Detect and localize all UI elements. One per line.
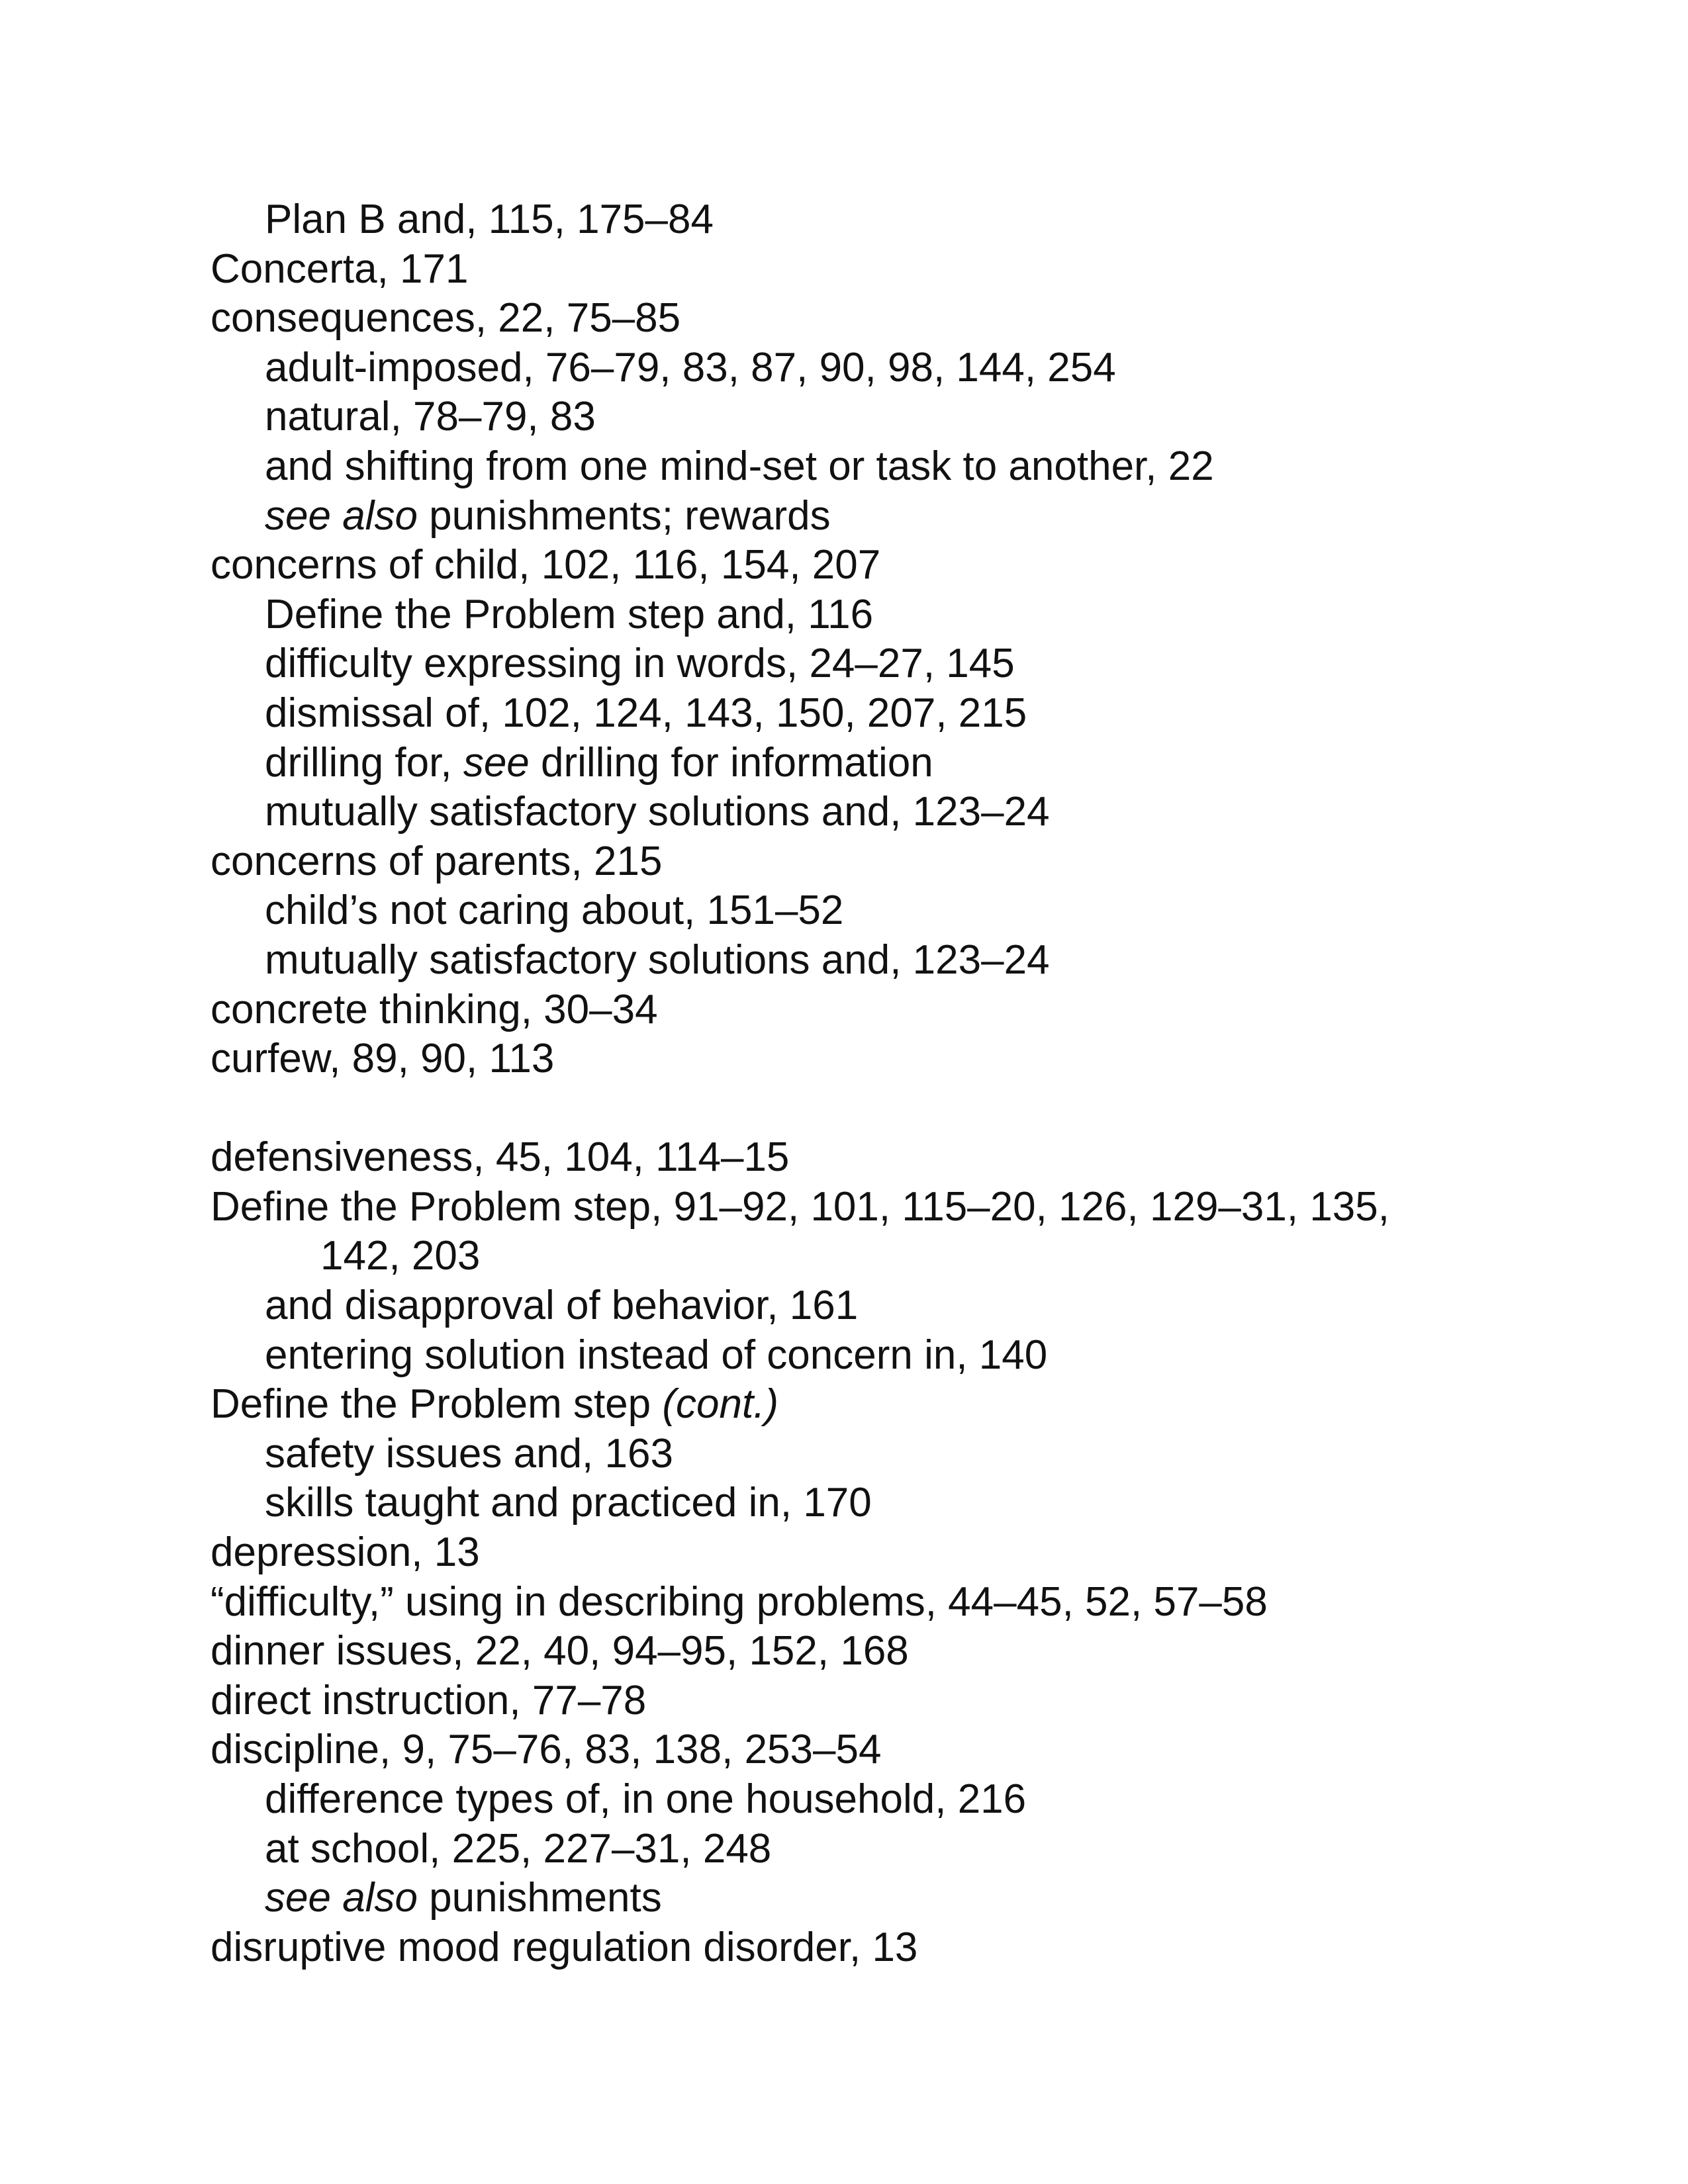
entry-text: safety issues and, 163 xyxy=(265,1430,673,1477)
entry-text: difficulty expressing in words, 24–27, 145 xyxy=(265,641,1015,687)
index-entry xyxy=(211,837,1534,887)
entry-text: drilling for, xyxy=(265,739,463,786)
index-entry xyxy=(211,985,1534,1035)
italic-text: (cont.) xyxy=(662,1381,779,1428)
index-subentry xyxy=(211,788,1534,837)
index-entry xyxy=(211,245,1534,295)
index-subentry xyxy=(211,195,1534,245)
index-subentry xyxy=(211,1825,1534,1874)
index-entry xyxy=(211,1627,1534,1676)
entry-text: dinner issues, 22, 40, 94–95, 152, 168 xyxy=(211,1628,909,1674)
entry-text: natural, 78–79, 83 xyxy=(265,394,596,440)
entry-text: Define the Problem step, 91–92, 101, 115–20, 126, 129–31, 135, xyxy=(211,1183,1389,1230)
index-subentry xyxy=(211,739,1534,788)
index-subentry xyxy=(211,590,1534,640)
entry-text: entering solution instead of concern in, 140 xyxy=(265,1332,1048,1378)
index-subentry xyxy=(211,689,1534,739)
entry-text: Define the Problem step xyxy=(211,1381,663,1428)
entry-text: 142, 203 xyxy=(320,1233,481,1279)
index-entry xyxy=(211,1183,1534,1232)
entry-text: mutually satisfactory solutions and, 123–24 xyxy=(265,789,1050,835)
entry-text: curfew, 89, 90, 113 xyxy=(211,1036,555,1082)
index-subentry xyxy=(211,492,1534,541)
index-entry xyxy=(211,541,1534,590)
index-subentry xyxy=(211,343,1534,393)
index-subentry xyxy=(211,1775,1534,1825)
index-subentry xyxy=(211,1479,1534,1528)
entry-text: defensiveness, 45, 104, 114–15 xyxy=(211,1134,790,1181)
index-subentry xyxy=(211,1430,1534,1479)
entry-text: Define the Problem step and, 116 xyxy=(265,591,874,637)
entry-text: punishments xyxy=(417,1875,662,1921)
italic-text: see also xyxy=(265,492,418,539)
entry-text: difference types of, in one household, 216 xyxy=(265,1776,1027,1822)
index-subentry xyxy=(211,442,1534,492)
index-entry xyxy=(211,1380,1534,1430)
entry-text: concerns of child, 102, 116, 154, 207 xyxy=(211,542,881,588)
index-entry xyxy=(211,294,1534,343)
index-subentry xyxy=(211,392,1534,442)
entry-text: adult-imposed, 76–79, 83, 87, 90, 98, 144, 254 xyxy=(265,344,1116,390)
entry-text: consequences, 22, 75–85 xyxy=(211,295,681,341)
entry-text: and disapproval of behavior, 161 xyxy=(265,1283,859,1329)
italic-text: see xyxy=(463,739,530,786)
entry-text: discipline, 9, 75–76, 83, 138, 253–54 xyxy=(211,1727,882,1773)
entry-text: concerns of parents, 215 xyxy=(211,838,663,884)
entry-text: Plan B and, 115, 175–84 xyxy=(265,197,714,242)
entry-text: depression, 13 xyxy=(211,1529,480,1576)
entry-text: punishments; rewards xyxy=(417,492,831,539)
index-subentry xyxy=(211,1331,1534,1381)
entry-text: concrete thinking, 30–34 xyxy=(211,986,658,1032)
italic-text: see also xyxy=(265,1875,418,1921)
entry-text: Concerta, 171 xyxy=(211,246,469,292)
entry-text: skills taught and practiced in, 170 xyxy=(265,1480,872,1526)
index-entry xyxy=(211,1923,1534,1973)
index-entry xyxy=(211,1578,1534,1627)
entry-text: and shifting from one mind-set or task to another, 22 xyxy=(265,443,1214,489)
entry-text: drilling for information xyxy=(529,739,933,786)
index-subentry xyxy=(211,936,1534,985)
index-subentry xyxy=(211,1232,1534,1281)
index-entry xyxy=(211,1676,1534,1726)
index-entry xyxy=(211,1725,1534,1775)
index-entry xyxy=(211,1034,1534,1084)
index-subentry xyxy=(211,1874,1534,1923)
index-entry xyxy=(211,1133,1534,1183)
entry-text: at school, 225, 227–31, 248 xyxy=(265,1825,772,1872)
entry-text: “difficulty,” using in describing problems, 44–45, 52, 57–58 xyxy=(211,1578,1268,1625)
index-subentry xyxy=(211,639,1534,689)
index-entry xyxy=(211,1528,1534,1578)
entry-text: child’s not caring about, 151–52 xyxy=(265,887,844,934)
index-page xyxy=(211,195,1534,1972)
entry-text: dismissal of, 102, 124, 143, 150, 207, 215 xyxy=(265,690,1027,736)
index-subentry xyxy=(211,886,1534,936)
entry-text: direct instruction, 77–78 xyxy=(211,1677,647,1723)
entry-text: mutually satisfactory solutions and, 123–24 xyxy=(265,936,1050,983)
blank-line xyxy=(211,1084,1534,1134)
index-subentry xyxy=(211,1281,1534,1331)
entry-text: disruptive mood regulation disorder, 13 xyxy=(211,1924,918,1970)
